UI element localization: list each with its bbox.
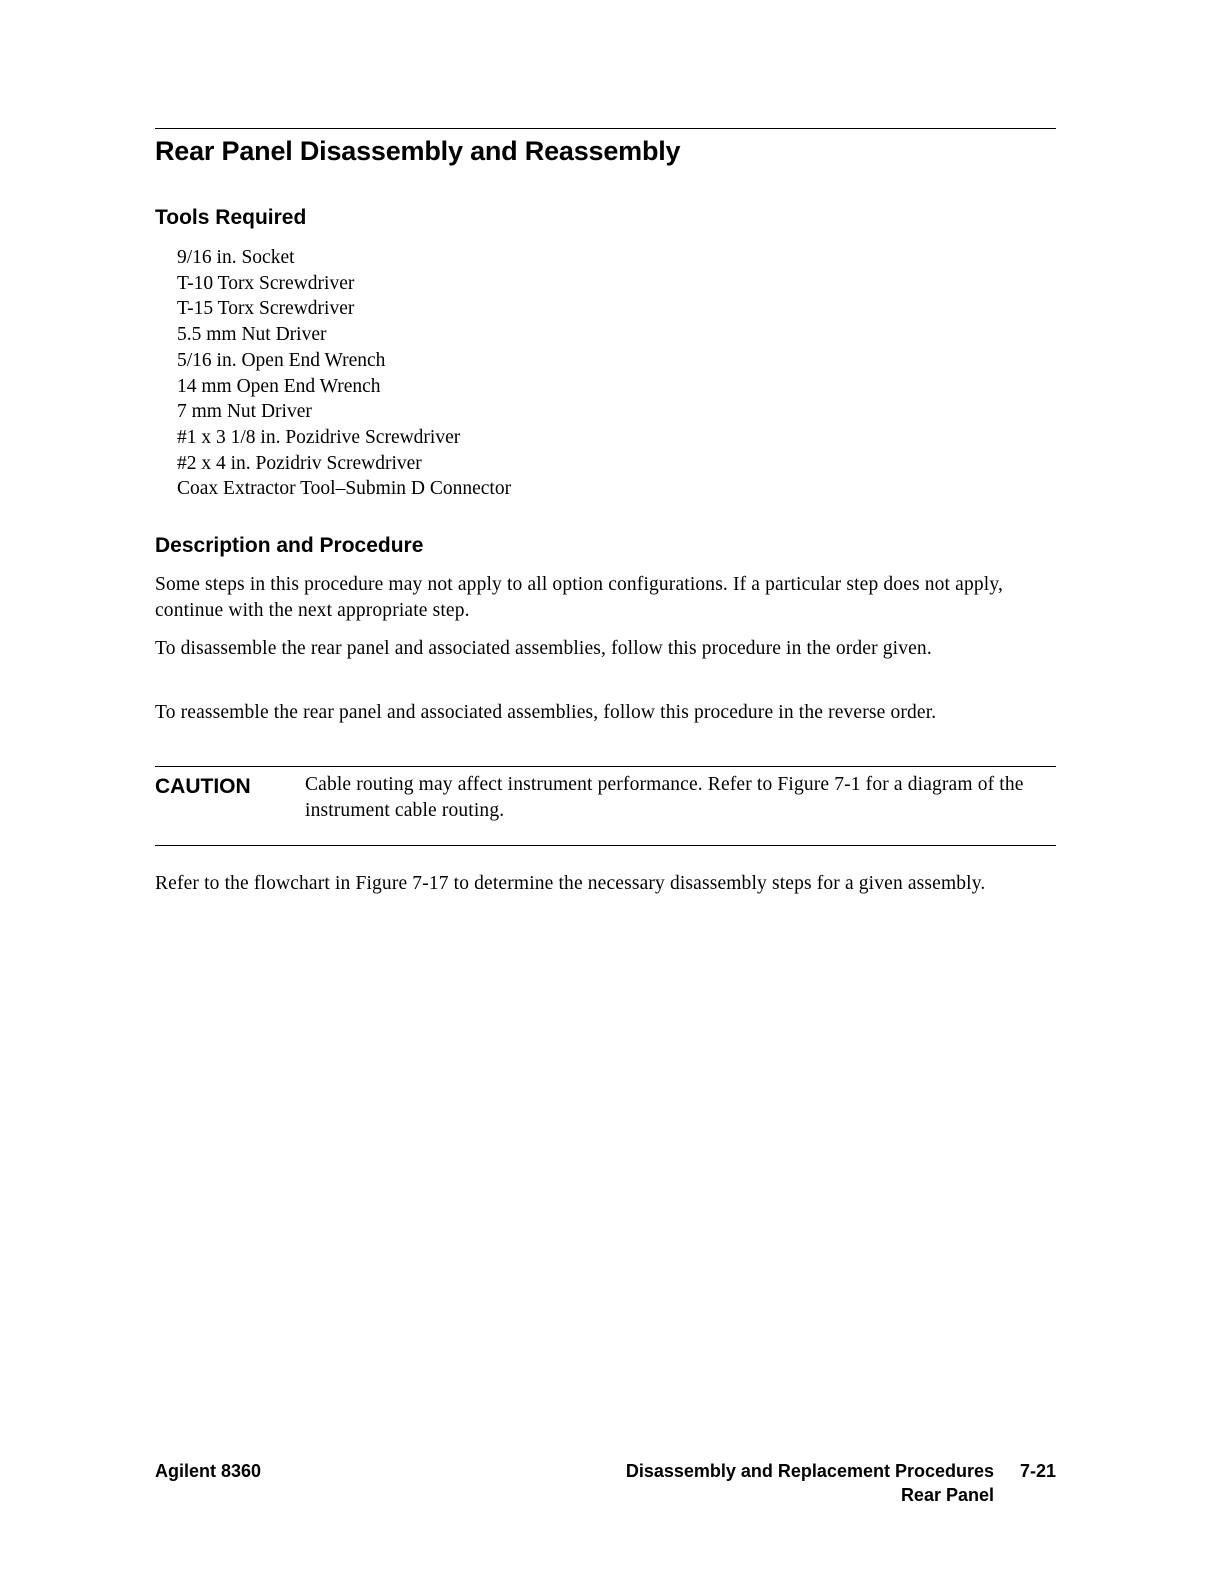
paragraph-flowchart-reference: Refer to the flowchart in Figure 7-17 to determine the necessary disassembly steps for a given assembly. [155, 873, 986, 894]
caution-top-rule [155, 766, 1056, 767]
paragraph-option-configurations: Some steps in this procedure may not apply to all option configurations. If a particular step does not apply, continue with the next appropriate step. [155, 574, 1003, 621]
caution-label: CAUTION [155, 775, 251, 798]
tool-item: T-10 Torx Screwdriver [177, 272, 355, 294]
footer-chapter-title: Disassembly and Replacement Procedures [625, 1461, 994, 1481]
paragraph-reassemble-order: To reassemble the rear panel and associated assemblies, follow this procedure in the reverse order. [155, 702, 937, 723]
footer-page-number: 7-21 [1019, 1461, 1056, 1481]
document-page [155, 0, 1056, 1584]
footer-product-name: Agilent 8360 [155, 1461, 262, 1481]
page-title: Rear Panel Disassembly and Reassembly [155, 136, 681, 166]
tools-required-heading: Tools Required [155, 206, 307, 229]
footer-section-title: Rear Panel [900, 1485, 994, 1505]
caution-text: Cable routing may affect instrument performance. Refer to Figure 7-1 for a diagram of the instrument cable routing. [305, 774, 1024, 821]
tool-item: Coax Extractor Tool–Submin D Connector [177, 478, 512, 500]
tool-item: #1 x 3 1/8 in. Pozidrive Screwdriver [177, 426, 461, 448]
paragraph-disassemble-order: To disassemble the rear panel and associated assemblies, follow this procedure in the order given. [155, 638, 932, 659]
footer-chapter-section [626, 1459, 994, 1507]
caution-bottom-rule [155, 845, 1056, 846]
description-procedure-heading: Description and Procedure [155, 534, 424, 557]
tool-item: 9/16 in. Socket [177, 247, 295, 268]
tool-item: 14 mm Open End Wrench [177, 375, 381, 397]
tool-item: #2 x 4 in. Pozidriv Screwdriver [177, 452, 422, 474]
tool-item: 7 mm Nut Driver [177, 401, 312, 423]
tool-item: 5/16 in. Open End Wrench [177, 349, 386, 371]
tool-item: T-15 Torx Screwdriver [177, 298, 355, 320]
title-rule [155, 128, 1056, 129]
tool-item: 5.5 mm Nut Driver [177, 324, 327, 346]
tools-list [177, 245, 511, 502]
